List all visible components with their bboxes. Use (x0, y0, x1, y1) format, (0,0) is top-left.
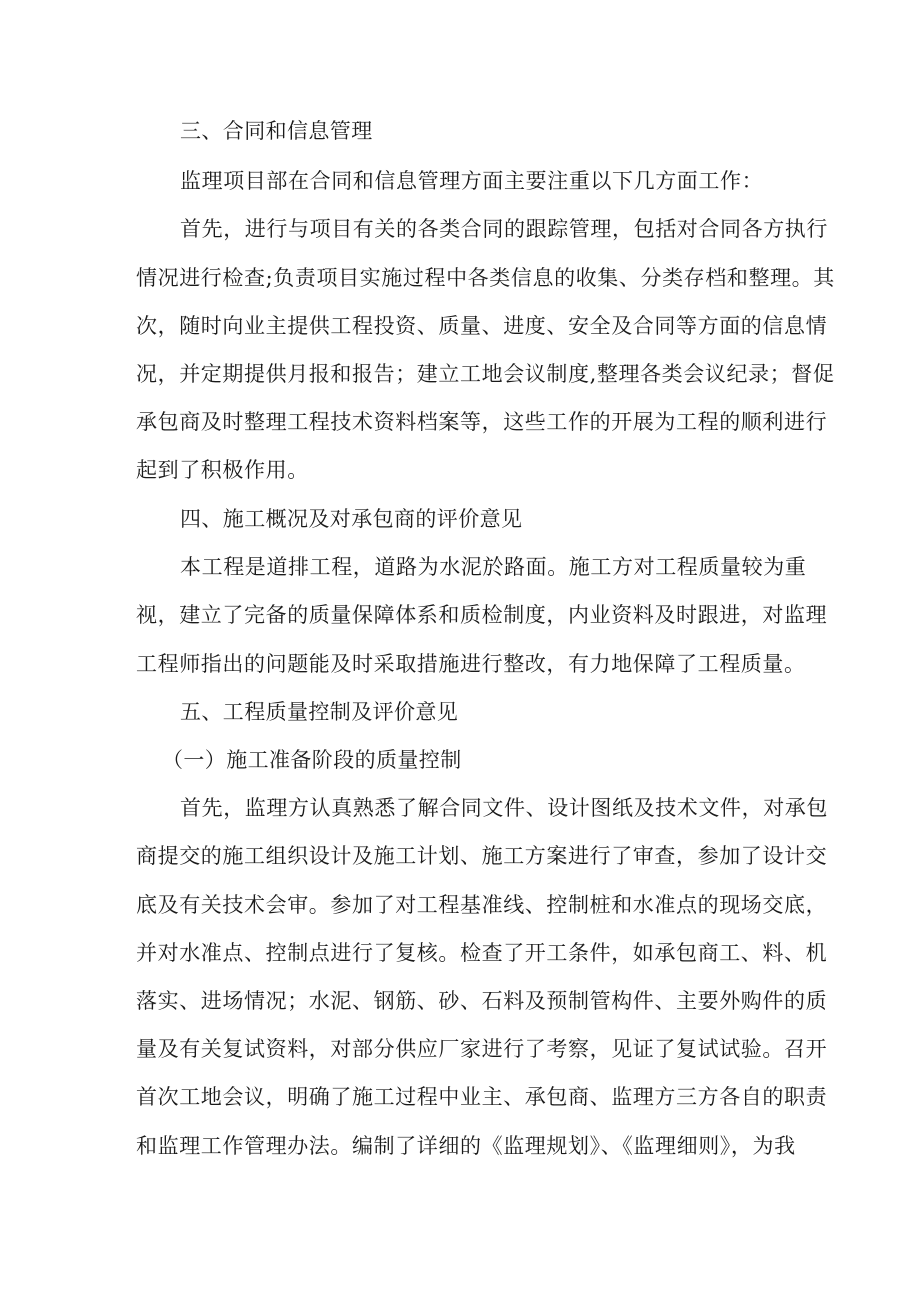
section-3-heading: 三、合同和信息管理 (180, 119, 373, 143)
section-4-paragraph-line: 视，建立了完备的质量保障体系和质检制度，内业资料及时跟进，对监理 (136, 603, 828, 627)
section-3-paragraph-line: 承包商及时整理工程技术资料档案等，这些工作的开展为工程的顺利进行 (136, 410, 828, 434)
section-3-paragraph-line: 起到了积极作用。 (136, 458, 309, 482)
section-3-paragraph-line: 情况进行检查;负责项目实施过程中各类信息的收集、分类存档和整理。其 (136, 266, 835, 290)
section-5-subheading: （一）施工准备阶段的质量控制 (162, 748, 462, 772)
section-5-paragraph-line: 量及有关复试资料，对部分供应厂家进行了考察，见证了复试试验。召开 (136, 1037, 828, 1061)
section-3-paragraph-line: 首先，进行与项目有关的各类合同的跟踪管理，包括对合同各方执行 (180, 217, 828, 241)
section-5-paragraph-line: 底及有关技术会审。参加了对工程基准线、控制桩和水准点的现场交底， (136, 893, 828, 917)
section-5-paragraph-line: 并对水准点、控制点进行了复核。检查了开工条件，如承包商工、料、机 (136, 941, 828, 965)
section-5-paragraph-line: 落实、进场情况；水泥、钢筋、砂、石料及预制管构件、主要外购件的质 (136, 989, 828, 1013)
section-5-paragraph-line: 首先，监理方认真熟悉了解合同文件、设计图纸及技术文件，对承包 (180, 796, 828, 820)
section-5-paragraph-line: 和监理工作管理办法。编制了详细的《监理规划》、《监理细则》，为我 (136, 1134, 796, 1158)
section-5-paragraph-line: 商提交的施工组织设计及施工计划、施工方案进行了审查，参加了设计交 (136, 844, 828, 868)
section-5-heading: 五、工程质量控制及评价意见 (180, 700, 459, 724)
section-5-paragraph-line: 首次工地会议，明确了施工过程中业主、承包商、监理方三方各自的职责 (136, 1085, 828, 1109)
section-3-paragraph-line: 次，随时向业主提供工程投资、质量、进度、安全及合同等方面的信息情 (136, 314, 828, 338)
section-4-paragraph-line: 本工程是道排工程，道路为水泥於路面。施工方对工程质量较为重 (180, 555, 807, 579)
section-4-heading: 四、施工概况及对承包商的评价意见 (180, 507, 523, 531)
section-4-paragraph-line: 工程师指出的问题能及时采取措施进行整改，有力地保障了工程质量。 (136, 652, 806, 676)
section-3-intro: 监理项目部在合同和信息管理方面主要注重以下几方面工作： (180, 169, 764, 193)
section-3-paragraph-line: 况，并定期提供月报和报告；建立工地会议制度,整理各类会议纪录；督促 (136, 362, 835, 386)
